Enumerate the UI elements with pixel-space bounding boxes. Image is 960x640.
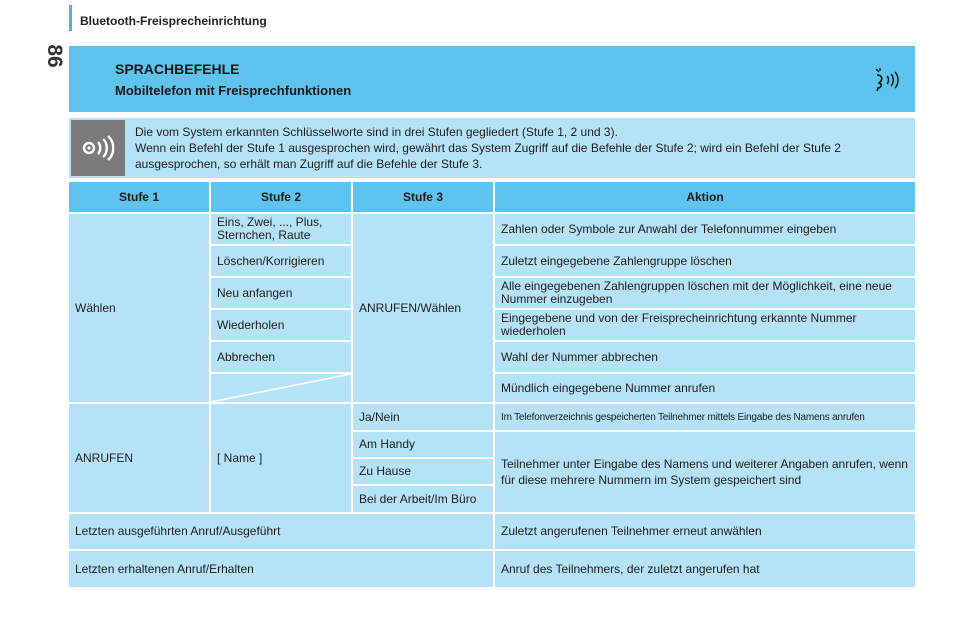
speaker-sound-icon [71, 120, 125, 176]
stufe3-zu-hause: Zu Hause [353, 459, 493, 484]
stufe2-abbrechen: Abbrechen [211, 342, 351, 372]
stufe3-ja-nein: Ja/Nein [353, 404, 493, 430]
aktion-ziffern: Zahlen oder Symbole zur Anwahl der Telefonnummer eingeben [495, 214, 915, 244]
section-title: Bluetooth-Freisprecheinrichtung [80, 14, 267, 28]
stufe2-ziffern: Eins, Zwei, ..., Plus, Sternchen, Raute [211, 214, 351, 244]
page-number: 86 [43, 44, 66, 68]
stufe2-loeschen: Löschen/Korrigieren [211, 246, 351, 276]
stufe3-anrufen-waehlen: ANRUFEN/Wählen [353, 214, 493, 402]
aktion-letzten-ausgefuehrt: Zuletzt angerufenen Teilnehmer erneut anwählen [495, 514, 915, 549]
banner-title: SPRACHBEFEHLE [115, 61, 240, 77]
header-stufe-1: Stufe 1 [69, 182, 209, 212]
header-stufe-3: Stufe 3 [353, 182, 493, 212]
stufe3-am-handy: Am Handy [353, 432, 493, 457]
aktion-neu-anfangen: Alle eingegebenen Zahlengruppen löschen mit der Möglichkeit, eine neue Nummer einzugeben [495, 278, 915, 308]
banner-subtitle: Mobiltelefon mit Freisprechfunktionen [115, 83, 352, 98]
letzten-erhalten: Letzten erhaltenen Anruf/Erhalten [69, 551, 493, 587]
header-aktion: Aktion [495, 182, 915, 212]
info-line-1: Die vom System erkannten Schlüsselworte sind in drei Stufen gegliedert (Stufe 1, 2 und 3). [135, 125, 618, 139]
stufe2-wiederholen: Wiederholen [211, 310, 351, 340]
info-text [135, 124, 905, 172]
letzten-ausgefuehrt: Letzten ausgeführten Anruf/Ausgeführt [69, 514, 493, 549]
info-line-2: Wenn ein Befehl der Stufe 1 ausgesprochen wird, gewährt das System Zugriff auf die Befehle der Stufe 2; wird ein Befehl der Stufe 2 ausgesprochen, so erhält man Zugriff auf die Befehle der Stufe 3. [135, 141, 841, 171]
header-stufe-2: Stufe 2 [211, 182, 351, 212]
stufe2-name: [ Name ] [211, 404, 351, 512]
info-box [69, 118, 915, 178]
stufe1-anrufen: ANRUFEN [69, 404, 209, 512]
aktion-abbrechen: Wahl der Nummer abbrechen [495, 342, 915, 372]
aktion-orte: Teilnehmer unter Eingabe des Namens und weiterer Angaben anrufen, wenn für diese mehrere Nummern im System gespeichert sind [495, 432, 915, 512]
aktion-ja-nein: Im Telefonverzeichnis gespeicherten Teilnehmer mittels Eingabe des Namens anrufen [495, 404, 915, 430]
aktion-letzten-erhalten: Anruf des Teilnehmers, der zuletzt angerufen hat [495, 551, 915, 587]
section-marker-bar [69, 5, 72, 31]
stufe3-arbeit-buero: Bei der Arbeit/Im Büro [353, 486, 493, 512]
empty-cell-diagonal [211, 374, 351, 402]
stufe2-neu-anfangen: Neu anfangen [211, 278, 351, 308]
aktion-nummer-anrufen: Mündlich eingegebene Nummer anrufen [495, 374, 915, 402]
topic-banner [69, 46, 915, 112]
aktion-wiederholen: Eingegebene und von der Freisprecheinrichtung erkannte Nummer wiederholen [495, 310, 915, 340]
voice-command-table [69, 182, 915, 587]
aktion-loeschen: Zuletzt eingegebene Zahlengruppe löschen [495, 246, 915, 276]
stufe2-empty [211, 374, 351, 402]
voice-command-icon [871, 66, 901, 94]
stufe1-waehlen: Wählen [69, 214, 209, 402]
